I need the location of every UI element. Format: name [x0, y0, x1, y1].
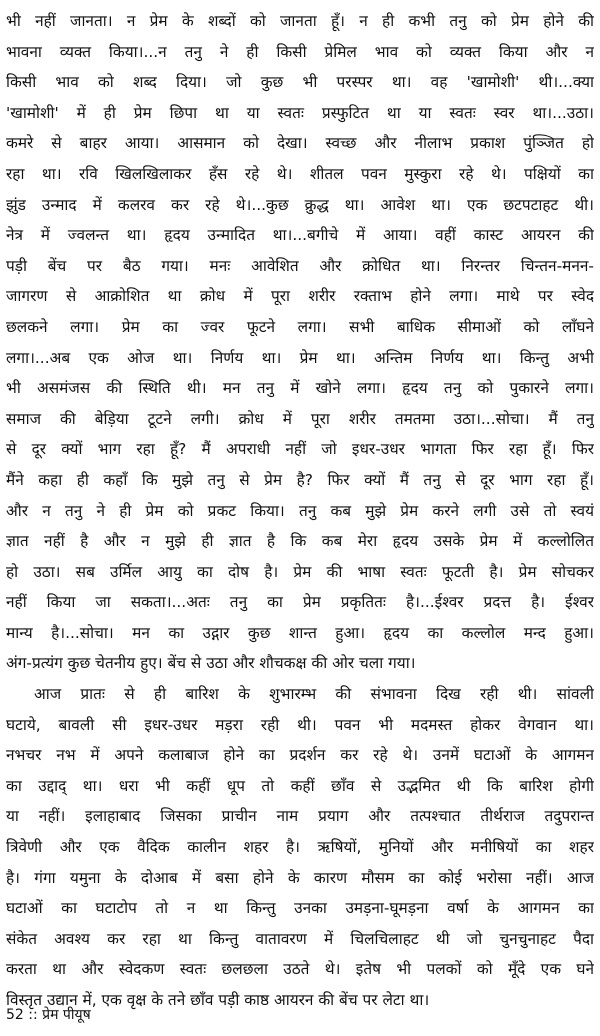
text-line: छलकने लगा। प्रेम का ज्वर फूटने लगा। सभी बाधिक सीमाओं को लाँघने — [6, 317, 594, 336]
text-line: जागरण से आक्रोशित था क्रोध में पूरा शरीर रक्ताभ होने लगा। माथे पर स्वेद — [6, 287, 594, 306]
paragraph — [6, 679, 594, 1016]
text-line: करता था और स्वेदकण स्वतः छलछला उठते थे। इतेष भी पलकों को मूँदे एक घने — [6, 960, 594, 979]
text-line: और न तनु ने ही प्रेम को प्रकट किया। तनु कब मुझे प्रेम करने लगी उसे तो स्वयं — [6, 501, 594, 520]
text-line: विस्तृत उद्यान में, एक वृक्ष के तने छाँव पड़ी काष्ठ आयरन की बेंच पर लेटा था। — [6, 991, 430, 1009]
text-line: है। गंगा यमुना के दोआब में बसा होने के कारण मौसम का कोई भरोसा नहीं। आज — [6, 868, 594, 887]
text-line: घटाये, बावली सी इधर-उधर मड़रा रही थी। पवन भी मदमस्त होकर वेगवान था। — [6, 715, 594, 734]
text-line: का उद्दाद् था। धरा भी कहीं धूप तो कहीं छाँव से उद्भमित थी कि बारिश होगी — [6, 776, 594, 795]
text-line: घटाओं का घटाटोप तो न था किन्तु उनका उमड़ना-घूमड़ना वर्षा के आगमन का — [6, 899, 594, 918]
text-line: किसी भाव को शब्द दिया। जो कुछ भी परस्पर था। वह 'खामोशी' थी।...क्या — [6, 73, 594, 92]
text-line: 'खामोशी' में ही प्रेम छिपा था या स्वतः प्रस्फुटित था या स्वतः स्वर था।...उठा। — [6, 103, 594, 122]
text-line: ज्ञात नहीं है और न मुझे ही ज्ञात है कि कब मेरा हृदय उसके प्रेम में कल्लोलित — [6, 532, 594, 551]
text-line: हो उठा। सब उर्मिल आयु का दोष है। प्रेम की भाषा स्वतः फूटती है। प्रेम सोचकर — [6, 562, 594, 581]
text-line: त्रिवेणी और एक वैदिक कालीन शहर है। ऋषियों, मुनियों और मनीषियों का शहर — [6, 838, 594, 857]
page-footer: 52 :: प्रेम पीयूष — [6, 1007, 91, 1023]
text-line: या नहीं। इलाहाबाद जिसका प्राचीन नाम प्रयाग और तत्पश्चात तीर्थराज तदुपरान्त — [6, 807, 594, 826]
text-line: भी असमंजस की स्थिति थी। मन तनु में खोने लगा। हृदय तनु को पुकारने लगा। — [6, 379, 594, 398]
text-line: कमरे से बाहर आया। आसमान को देखा। स्वच्छ और नीलाभ प्रकाश पुंञ्जित हो — [6, 134, 594, 153]
text-line: नेत्र में ज्वलन्त था। हृदय उन्मादित था।...बगीचे में आया। वहीं कास्ट आयरन की — [6, 226, 594, 245]
text-line: रहा था। रवि खिलखिलाकर हँस रहे थे। शीतल पवन मुस्कुरा रहे थे। पक्षियों का — [6, 164, 594, 183]
text-line: मान्य है।...सोचा। मन का उद्गार कुछ शान्त हुआ। हृदय का कल्लोल मन्द हुआ। — [6, 623, 594, 642]
text-line: झुंड उन्माद में कलरव कर रहे थे।...कुछ क्रुद्ध था। आवेश था। एक छटपटाहट थी। — [6, 195, 594, 214]
text-line: भावना व्यक्त किया।...न तनु ने ही किसी प्रेमिल भाव को व्यक्त किया और न — [6, 42, 594, 61]
text-line: पड़ी बेंच पर बैठ गया। मनः आवेशित और क्रोधित था। निरन्तर चिन्तन-मनन- — [6, 256, 594, 275]
text-line: भी नहीं जानता। न प्रेम के शब्दों को जानता हूँ। न ही कभी तनु को प्रेम होने की — [6, 12, 594, 30]
text-line: नहीं किया जा सकता।...अतः तनु का प्रेम प्रकृतितः है।...ईश्वर प्रदत्त है। ईश्वर — [6, 593, 594, 612]
text-line: लगा।...अब एक ओज था। निर्णय था। प्रेम था। अन्तिम निर्णय था। किन्तु अभी — [6, 348, 594, 367]
text-line: समाज की बेड़िया टूटने लगी। क्रोध में पूरा शरीर तमतमा उठा।...सोचा। मैं तनु — [6, 409, 594, 428]
text-line: अंग-प्रत्यंग कुछ चेतनीय हुए। बेंच से उठा और शौचकक्ष की ओर चला गया। — [6, 654, 416, 673]
text-line: नभचर नभ में अपने कलाबाज होने का प्रदर्शन कर रहे थे। उनमें घटाओं के आगमन — [6, 746, 594, 765]
text-line: संकेत अवश्य कर रहा था किन्तु वातावरण में चिलचिलाहट थी जो चुनचुनाहट पैदा — [6, 929, 594, 948]
text-line: मैंने कहा ही कहाँ कि मुझे तनु से प्रेम है? फिर क्यों मैं तनु से दूर भाग रहा हूँ। — [6, 470, 594, 489]
text-line: आज प्रातः से ही बारिश के शुभारम्भ की संभावना दिख रही थी। सांवली — [34, 685, 594, 704]
body-text — [6, 6, 594, 1016]
paragraph — [6, 6, 594, 679]
text-line: से दूर क्यों भाग रहा हूँ? मैं अपराधी नहीं जो इधर-उधर भागता फिर रहा हूँ। फिर — [6, 440, 594, 459]
